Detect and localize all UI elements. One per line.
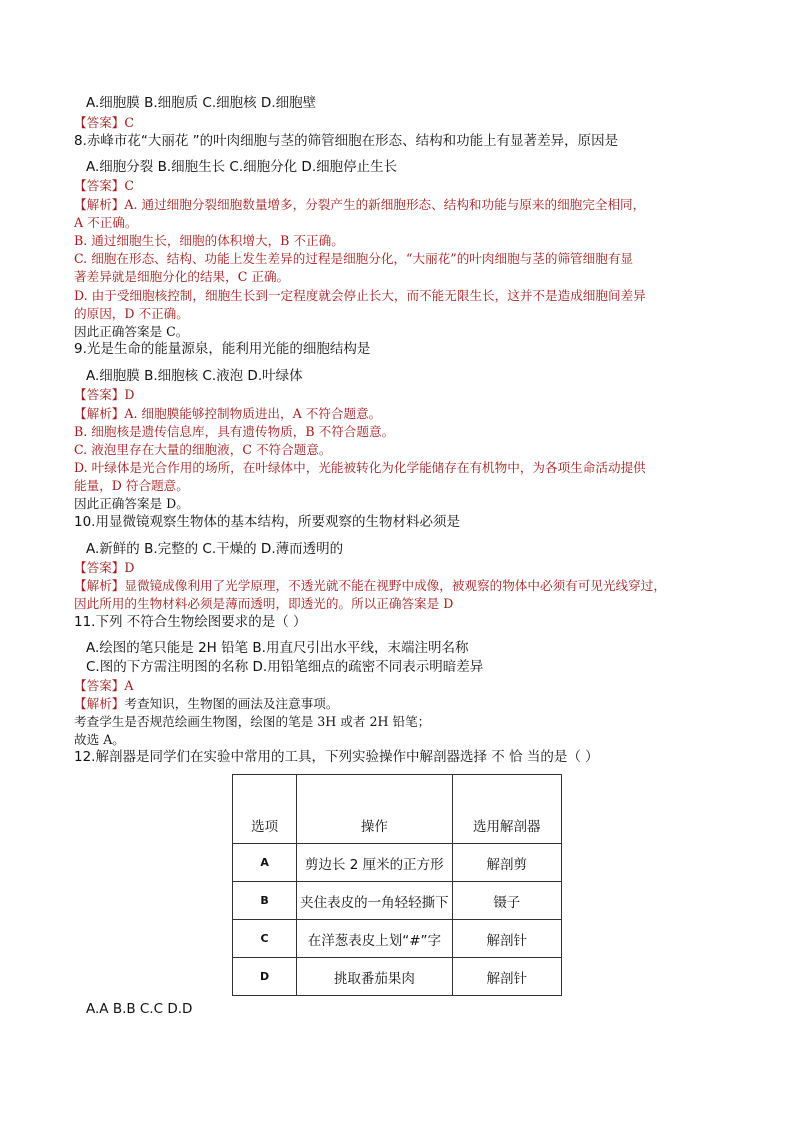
q11-options-line2: C.图的下方需注明图的名称 D.用铅笔细点的疏密不同表示明暗差异: [86, 659, 484, 675]
q9-analysis-line: 能量，D 符合题意。: [74, 478, 189, 493]
answer-value: A: [124, 678, 134, 693]
q9-options: A.细胞膜 B.细胞核 C.液泡 D.叶绿体: [86, 368, 303, 384]
table-cell: C: [233, 920, 297, 958]
table-row: [233, 920, 562, 958]
table-cell: D: [233, 958, 297, 996]
table-header-cell: 选用解剖器: [452, 775, 561, 844]
q8-analysis-line: 的原因，D 不正确。: [74, 306, 189, 321]
analysis-text: A. 通过细胞分裂细胞数量增多，分裂产生的新细胞形态、结构和功能与原来的细胞完全相同，: [124, 197, 646, 212]
q10-analysis-line: [74, 577, 666, 595]
table-header-cell: 操作: [297, 775, 452, 844]
table-header-cell: 选项: [233, 775, 297, 844]
analysis-text: 显微镜成像利用了光学原理，不透光就不能在视野中成像，被观察的物体中必须有可见光线穿过，: [124, 578, 666, 593]
q8-analysis-line: C. 细胞在形态、结构、功能上发生差异的过程是细胞分化，“大丽花”的叶肉细胞与茎的筛管细胞有显: [74, 251, 634, 266]
answer-value: D: [124, 560, 135, 575]
q9-answer: [74, 386, 134, 404]
table-cell: 夹住表皮的一角轻轻撕下: [297, 882, 452, 920]
q10-analysis-line: 因此所用的生物材料必须是薄而透明，即透光的。所以正确答案是 D: [74, 596, 454, 611]
q8-options: A.细胞分裂 B.细胞生长 C.细胞分化 D.细胞停止生长: [86, 159, 398, 175]
q8-analysis-line: B. 通过细胞生长，细胞的体积增大，B 不正确。: [74, 233, 344, 248]
table-cell: 镊子: [452, 882, 561, 920]
answer-label: 【答案】: [74, 678, 125, 693]
q11-analysis-line: 考查学生是否规范绘画生物图，绘图的笔是 3H 或者 2H 铅笔；: [74, 714, 431, 729]
answer-label: 【答案】: [74, 387, 125, 402]
analysis-label: 【解析】: [74, 696, 125, 711]
answer-label: 【答案】: [74, 115, 125, 130]
q8-analysis-line: A 不正确。: [74, 215, 138, 230]
analysis-label: 【解析】: [74, 197, 125, 212]
analysis-label: 【解析】: [74, 578, 125, 593]
q8-stem: 8.赤峰市花“大丽花 ”的叶肉细胞与茎的筛管细胞在形态、结构和功能上有显著差异，原因是: [74, 133, 619, 149]
q7-answer: [74, 114, 134, 132]
table-row: [233, 958, 562, 996]
q8-analysis-line: [74, 196, 645, 214]
q9-stem: 9.光是生命的能量源泉，能利用光能的细胞结构是: [74, 341, 371, 357]
table-row: [233, 882, 562, 920]
analysis-label: 【解析】: [74, 406, 125, 421]
q9-analysis-line: B. 细胞核是遗传信息库，具有遗传物质，B 不符合题意。: [74, 424, 395, 439]
table-cell: B: [233, 882, 297, 920]
answer-label: 【答案】: [74, 178, 125, 193]
q11-stem: 11.下列 不符合生物绘图要求的是（ ）: [74, 614, 307, 630]
answer-value: C: [124, 115, 135, 130]
table-row: [233, 844, 562, 882]
analysis-text: A. 细胞膜能够控制物质进出，A 不符合题意。: [124, 406, 382, 421]
q11-analysis-line: [74, 695, 338, 713]
q9-analysis-line: [74, 405, 381, 423]
analysis-text: 考查知识，生物图的画法及注意事项。: [124, 696, 339, 711]
table-cell: A: [233, 844, 297, 882]
table-cell: 解剖针: [452, 920, 561, 958]
answer-label: 【答案】: [74, 560, 125, 575]
q11-answer: [74, 677, 133, 695]
table-cell: 解剖剪: [452, 844, 561, 882]
table-cell: 剪边长 2 厘米的正方形: [297, 844, 452, 882]
q11-options-line1: A.绘图的笔只能是 2H 铅笔 B.用直尺引出水平线，末端注明名称: [86, 640, 469, 656]
q8-analysis-line: D. 由于受细胞核控制，细胞生长到一定程度就会停止长大，而不能无限生长，这并不是造成细胞间差异: [74, 288, 646, 303]
q10-options: A.新鲜的 B.完整的 C.干燥的 D.薄而透明的: [86, 541, 344, 557]
q12-stem: 12.解剖器是同学们在实验中常用的工具，下列实验操作中解剖器选择 不 恰 当的是（ ）: [74, 749, 599, 765]
table-cell: 解剖针: [452, 958, 561, 996]
answer-value: C: [124, 178, 135, 193]
q10-stem: 10.用显微镜观察生物体的基本结构，所要观察的生物材料必须是: [74, 514, 460, 530]
dissection-tools-table: [232, 774, 562, 996]
q8-conclusion: 因此正确答案是 C。: [74, 324, 189, 339]
table-cell: 在洋葱表皮上划“#”字: [297, 920, 452, 958]
table-cell: 挑取番茄果肉: [297, 958, 452, 996]
q11-analysis-line: 故选 A。: [74, 732, 125, 747]
table-header-row: [233, 775, 562, 844]
q9-analysis-line: D. 叶绿体是光合作用的场所，在叶绿体中，光能被转化为化学能储存在有机物中，为各项生命活动提供: [74, 460, 646, 475]
q9-analysis-line: C. 液泡里存在大量的细胞液，C 不符合题意。: [74, 442, 332, 457]
q9-conclusion: 因此正确答案是 D。: [74, 496, 189, 511]
q12-options: A.A B.B C.C D.D: [86, 1001, 193, 1017]
answer-value: D: [124, 387, 135, 402]
q7-options: A.细胞膜 B.细胞质 C.细胞核 D.细胞壁: [86, 95, 317, 111]
q8-analysis-line: 著差异就是细胞分化的结果，C 正确。: [74, 269, 290, 284]
q10-answer: [74, 559, 134, 577]
q8-answer: [74, 177, 134, 195]
